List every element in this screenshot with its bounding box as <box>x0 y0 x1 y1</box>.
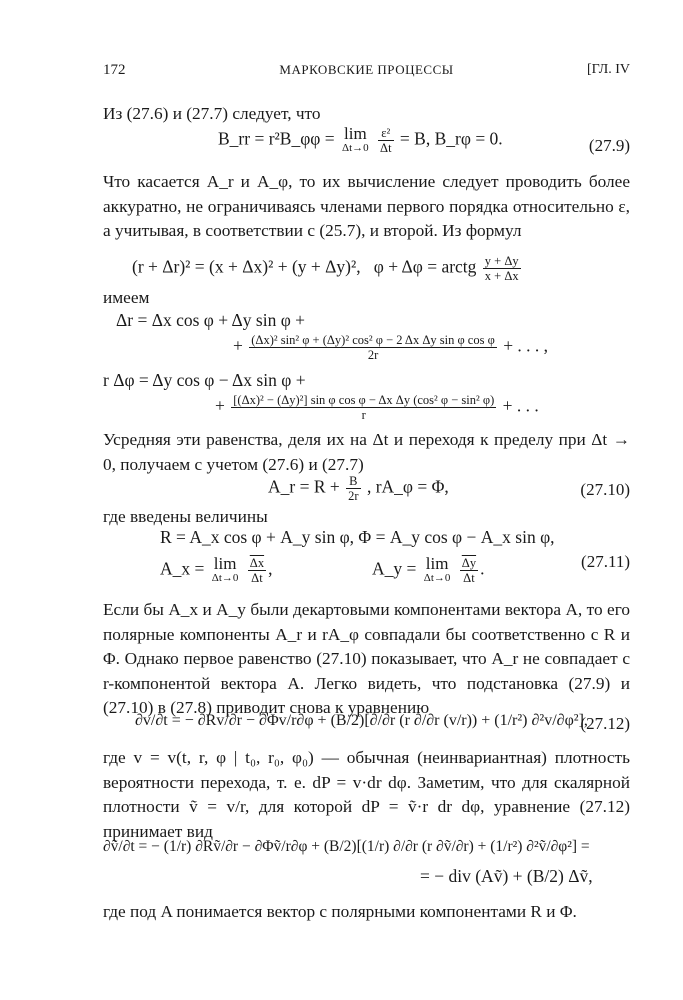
lim-text: lim <box>213 553 237 573</box>
fraction <box>483 254 521 283</box>
equation-delta-r-line1: Δr = Δx cos φ + Δy sin φ + <box>116 310 306 330</box>
equation-27-11-ay <box>372 553 485 585</box>
tail: + . . . <box>502 395 539 416</box>
lim-subscript: Δt→0 <box>342 141 369 154</box>
denominator: Δt <box>463 571 475 585</box>
fraction <box>248 556 266 585</box>
equation-final-line1: ∂ṽ/∂t = − (1/r) ∂Rṽ/∂r − ∂Φṽ/r∂φ + (B/2)[(1/r) ∂/∂r (r ∂ṽ/∂r) + (1/r²) ∂²ṽ/∂φ²] = <box>103 838 590 855</box>
equation-27-9 <box>218 123 503 155</box>
equation-delta-r-line2 <box>233 333 548 362</box>
paragraph-density: где v = v(t, r, φ | t₀, r₀, φ₀) — обычная (неинвариантная) плотность вероятности перехода, т. е. dP = v·dr dφ. Заметим, что для скалярной плотности ṽ = v/r, для которой dP = ṽ·r dr dφ, уравнение (27.12) принимает вид <box>103 748 630 841</box>
chapter-label: [ГЛ. IV <box>587 62 630 77</box>
eq-27-9-lhs: B_rr = r²B_φφ = <box>218 128 335 149</box>
numerator: B <box>346 474 360 489</box>
denominator: Δt <box>380 141 392 155</box>
fraction <box>378 126 394 155</box>
equation-number-27-12: (27.12) <box>580 714 630 733</box>
period: . <box>480 558 485 579</box>
fraction <box>249 333 497 362</box>
paragraph-quantities: где введены величины <box>103 507 268 526</box>
numerator: [(Δx)² − (Δy)²] sin φ cos φ − Δx Δy (cos² φ − sin² φ) <box>233 393 495 407</box>
equation-27-12: ∂v/∂t = − ∂Rv/∂r − ∂Φv/r∂φ + (B/2)[∂/∂r (r ∂/∂r (v/r)) + (1/r²) ∂²v/∂φ²], <box>135 712 588 729</box>
numerator: $\overline{\Delta y}$ <box>461 556 477 570</box>
lim-text: lim <box>344 123 367 143</box>
equation-polar <box>132 254 523 283</box>
plus-sign: + <box>215 395 225 416</box>
equation-number-27-10: (27.10) <box>580 480 630 499</box>
equation-27-10 <box>268 474 449 503</box>
polar-arctg: φ + Δφ = arctg <box>373 256 477 277</box>
equation-27-11-ax <box>160 553 273 585</box>
lim-subscript: Δt→0 <box>211 571 239 584</box>
eq-27-10-lhs: A_r = R + <box>268 476 340 497</box>
paragraph-cartesian: Если бы A_x и A_y были декартовыми компонентами вектора A, то его полярные компоненты A_r и rA_φ совпадали бы соответственно с R и Φ. Однако первое равенство (27.10) показывает, что A_r не совпадает с r-компонентой вектора A. Легко видеть, что подстановка (27.9) и (27.10) в (27.8) приводит снова к уравнению <box>103 600 630 717</box>
denominator: r <box>361 408 366 422</box>
equation-number-27-9: (27.9) <box>588 136 630 155</box>
numerator: y + Δy <box>484 254 519 268</box>
tail: + . . . , <box>503 335 549 356</box>
numerator: $\overline{\Delta x}$ <box>249 556 265 570</box>
running-title: МАРКОВСКИЕ ПРОЦЕССЫ <box>279 62 454 77</box>
equation-number-27-11: (27.11) <box>581 552 630 571</box>
polar-left: (r + Δr)² = (x + Δx)² + (y + Δy)², <box>132 256 361 277</box>
eq-27-10-rhs: , rA_φ = Φ, <box>366 476 449 497</box>
numerator: (Δx)² sin² φ + (Δy)² cos² φ − 2 Δx Δy sin φ cos φ <box>251 333 495 347</box>
lim-text: lim <box>425 553 449 573</box>
ay-label: A_y = <box>372 558 417 579</box>
denominator: Δt <box>251 571 263 585</box>
equation-delta-phi-line1: r Δφ = Δy cos φ − Δx sin φ + <box>103 370 306 390</box>
paragraph-ar-aphi: Что касается A_r и A_φ, то их вычисление следует проводить более аккуратно, не ограничиваясь членами первого порядка относительно ε, а учитывая, в соответствии с (25.7), и второй. Из формул <box>103 172 630 240</box>
denominator: 2r <box>367 348 379 362</box>
paragraph-averaging: Усредняя эти равенства, деля их на Δt и переходя к пределу при Δt → 0, получаем с учетом (27.6) и (27.7) <box>103 430 630 474</box>
limit-operator <box>423 553 451 585</box>
equation-delta-phi-line2 <box>215 393 539 422</box>
page-number: 172 <box>103 62 126 78</box>
plus-sign: + <box>233 335 243 356</box>
fraction <box>460 556 478 585</box>
equation-27-11-line1: R = A_x cos φ + A_y sin φ, Φ = A_y cos φ − A_x sin φ, <box>160 527 555 547</box>
denominator: x + Δx <box>484 269 519 283</box>
page-header <box>103 62 630 88</box>
fraction <box>231 393 496 422</box>
limit-operator <box>342 123 369 155</box>
paragraph-vector-a: где под A понимается вектор с полярными компонентами R и Φ. <box>103 902 577 921</box>
equation-final-line2: = − div (Aṽ) + (B/2) Δṽ, <box>420 866 593 886</box>
limit-operator <box>211 553 239 585</box>
word-imeem: имеем <box>103 288 150 307</box>
lim-subscript: Δt→0 <box>423 571 451 584</box>
eq-27-9-rhs: = B, B_rφ = 0. <box>399 128 503 149</box>
comma: , <box>268 558 273 579</box>
fraction <box>346 474 360 503</box>
numerator: ε² <box>378 126 394 141</box>
ax-label: A_x = <box>160 558 205 579</box>
denominator: 2r <box>348 489 359 503</box>
paragraph-intro: Из (27.6) и (27.7) следует, что <box>103 104 321 123</box>
